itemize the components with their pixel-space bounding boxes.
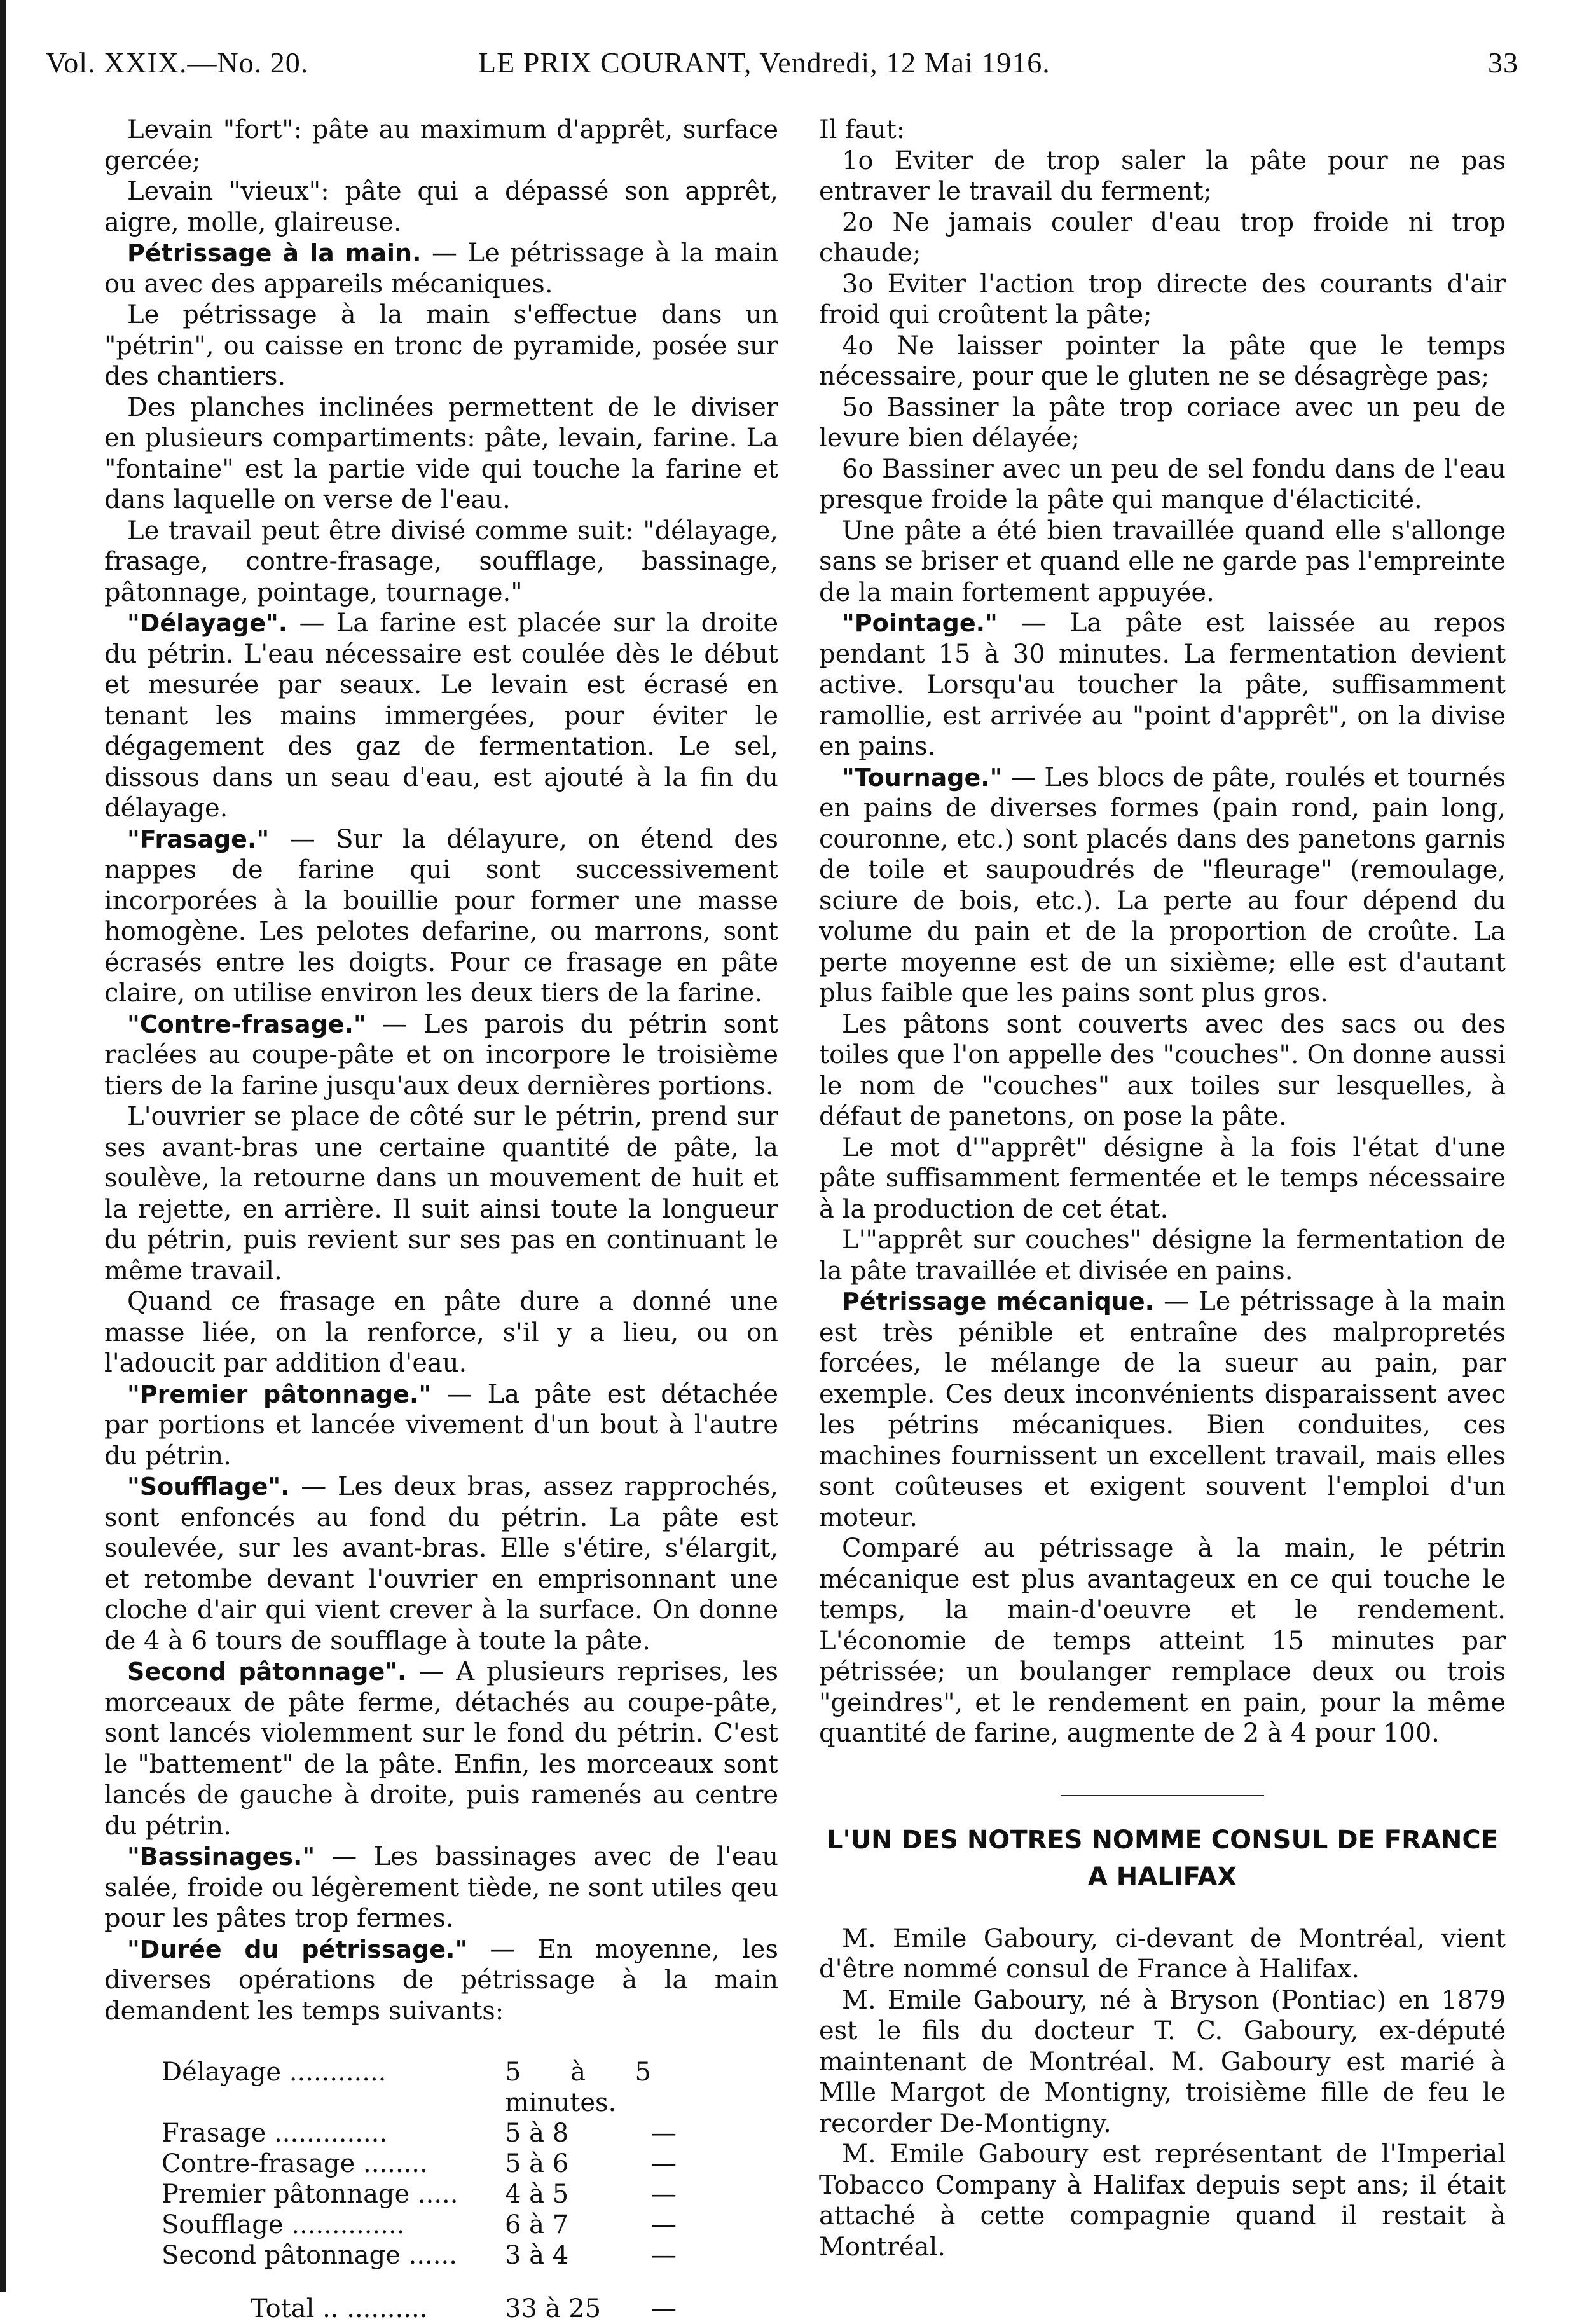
duration-value: 5 à 8 — [505, 2119, 569, 2148]
paragraph: Une pâte a été bien travaillée quand elle s'allonge sans se briser et quand elle ne garde pas l'empreinte de la main fortement appuyée. — [819, 516, 1506, 607]
duration-row — [162, 2149, 778, 2179]
paragraph-text: — La farine est placée sur la droite du pétrin. L'eau nécessaire est coulée dès le début et mesurée par seaux. Le levain est écrasé en tenant les mains immergées, pour éviter le dégagement des gaz de fermentation. Le sel, dissous dans un seau d'eau, est ajouté à la fin du délayage. — [104, 609, 778, 823]
page-number: 33 — [1488, 46, 1518, 79]
section-keyword: "Durée du pétrissage." — [127, 1935, 468, 1963]
section-keyword: Pétrissage à la main. — [127, 239, 422, 267]
paragraph — [104, 1934, 778, 2027]
section-keyword: "Contre-frasage." — [127, 1010, 366, 1038]
paragraph: Le mot d'"apprêt" désigne à la fois l'état d'une pâte suffisamment fermentée et le temps nécessaire à la production de cet état. — [819, 1132, 1506, 1224]
duration-dash: — — [651, 2149, 677, 2178]
duration-value: 3 à 4 — [505, 2241, 569, 2270]
paragraph: Il faut: — [819, 115, 905, 144]
paragraph: Comparé au pétrissage à la main, le pétrin mécanique est plus avantageux en ce qui touche le temps, la main-d'oeuvre et le rendement. L'économie de temps atteint 15 minutes par pétrissée; un boulanger remplace deux ou trois "geindres", et le rendement en pain, pour la même quantité de farine, augmente de 2 à 4 pour 100. — [819, 1534, 1506, 1748]
paragraph: Levain "fort": pâte au maximum d'apprêt, surface gercée; — [104, 115, 778, 175]
right-column — [819, 114, 1506, 2262]
left-column — [104, 114, 778, 2324]
paragraph — [104, 1009, 778, 1102]
paragraph: M. Emile Gaboury, ci-devant de Montréal, vient d'être nommé consul de France à Halifax. — [819, 1923, 1506, 1984]
duration-label: Soufflage .............. — [162, 2210, 405, 2239]
section-keyword: "Soufflage". — [127, 1473, 290, 1501]
duration-dash: — — [651, 2210, 677, 2239]
paragraph: Levain "vieux": pâte qui a dépassé son apprêt, aigre, molle, glaireuse. — [104, 177, 778, 237]
paragraph — [104, 1471, 778, 1656]
paragraph-text: — Le pétrissage à la main ou avec des appareils mécaniques. — [104, 238, 778, 299]
section-keyword: Pétrissage mécanique. — [842, 1288, 1155, 1316]
paragraph — [104, 1379, 778, 1472]
paragraph-text: — Les parois du pétrin sont raclées au coupe-pâte et on incorpore le troisième tiers de la farine jusqu'aux deux dernières portions. — [104, 1009, 778, 1101]
page-header — [46, 46, 1518, 90]
duration-row — [162, 2210, 778, 2240]
duration-total-row — [162, 2293, 778, 2324]
duration-row — [162, 2179, 778, 2210]
duration-dash: — — [651, 2180, 677, 2209]
duration-label: Premier pâtonnage ..... — [162, 2180, 458, 2209]
section-keyword: "Pointage." — [842, 609, 998, 637]
headline-line: A HALIFAX — [1087, 1862, 1237, 1892]
list-item: 2o Ne jamais couler d'eau trop froide ni trop chaude; — [819, 207, 1506, 268]
paragraph: Le travail peut être divisé comme suit: "délayage, frasage, contre-frasage, soufflage, bassinage, pâtonnage, pointage, tournage." — [104, 516, 778, 607]
total-value: 33 à 25 — [505, 2294, 602, 2323]
paragraph: L'ouvrier se place de côté sur le pétrin, prend sur ses avant-bras une certaine quantité de pâte, la soulève, la retourne dans un mouvement de huit et la rejette, en arrière. Il suit ainsi toute la longueur du pétrin, puis revient sur ses pas en continuant le même travail. — [104, 1102, 778, 1286]
volume-info: Vol. XXIX.—No. 20. — [46, 46, 309, 79]
duration-row — [162, 2240, 778, 2271]
paragraph — [104, 608, 778, 824]
list-item: 6o Bassiner avec un peu de sel fondu dans de l'eau presque froide la pâte qui manque d'élacticité. — [819, 454, 1506, 514]
paragraph — [104, 238, 778, 299]
duration-dash: — — [651, 2119, 677, 2148]
section-keyword: "Tournage." — [842, 763, 1003, 792]
paragraph-text: — Sur la délayure, on étend des nappes de farine qui sont successivement incorporées à la bouillie pour former une masse homogène. Les pelotes defarine, ou marrons, sont écrasés entre les doigts. Pour ce frasage en pâte claire, on utilise environ les deux tiers de la farine. — [104, 824, 778, 1008]
paragraph: Quand ce frasage en pâte dure a donné une masse liée, on la renforce, s'il y a lieu, ou on l'adoucit par addition d'eau. — [104, 1287, 778, 1378]
paragraph-text: — A plusieurs reprises, les morceaux de pâte ferme, détachés au coupe-pâte, sont lancés violemment sur le fond du pétrin. C'est le "battement" de la pâte. Enfin, les morceaux sont lancés de gauche à droite, puis ramenés au centre du pétrin. — [104, 1657, 778, 1841]
paragraph-text: — En moyenne, les diverses opérations de pétrissage à la main demandent les temps suivants: — [104, 1934, 778, 2026]
list-item: 3o Eviter l'action trop directe des courants d'air froid qui croûtent la pâte; — [819, 269, 1506, 329]
paragraph-text: — Les blocs de pâte, roulés et tournés en pains de diverses formes (pain rond, pain long, couronne, etc.) sont placés dans des panetons garnis de toile et saupoudrés de "fleurage" (remoulage, sciure de bois, etc.). La perte au four dépend du volume du pain et de la proportion de croûte. La perte moyenne est de un sixième; elle est d'autant plus faible que les pains sont plus gros. — [819, 762, 1506, 1008]
newspaper-title: LE PRIX COURANT, Vendredi, 12 Mai 1916. — [478, 46, 1050, 79]
total-label: Total .. .......... — [251, 2294, 428, 2323]
section-keyword: "Frasage." — [127, 825, 270, 853]
duration-value: 5 à 6 — [505, 2149, 569, 2178]
scan-edge — [0, 0, 6, 2292]
paragraph: M. Emile Gaboury est représentant de l'Imperial Tobacco Company à Halifax depuis sept ans; il était attaché à cette compagnie quand il restait à Montréal. — [819, 2140, 1506, 2262]
section-keyword: "Premier pâtonnage." — [127, 1380, 432, 1408]
section-divider — [1061, 1795, 1264, 1796]
duration-value: 5 à 5 minutes. — [505, 2058, 651, 2117]
duration-value: 6 à 7 — [505, 2210, 569, 2239]
paragraph — [819, 1286, 1506, 1533]
paragraph: Les pâtons sont couverts avec des sacs ou des toiles que l'on appelle des "couches". On donne aussi le nom de "couches" aux toiles sur lesquelles, à défaut de panetons, on pose la pâte. — [819, 1009, 1506, 1131]
paragraph-text: — Les bassinages avec de l'eau salée, froide ou légèrement tiède, ne sont utiles qeu pour les pâtes trop fermes. — [104, 1842, 778, 1933]
list-item: 4o Ne laisser pointer la pâte que le temps nécessaire, pour que le gluten ne se désagrège pas; — [819, 331, 1506, 391]
paragraph-text: — La pâte est détachée par portions et lancée vivement d'un bout à l'autre du pétrin. — [104, 1379, 778, 1471]
section-keyword: "Bassinages." — [127, 1843, 315, 1871]
paragraph-text: — Le pétrissage à la main est très pénible et entraîne des malpropretés forcées, le mélange de la sueur au pain, par exemple. Ces deux inconvénients disparaissent avec les pétrins mécaniques. Bien conduites, ces machines fournissent un excellent travail, mais elles sont coûteuses et exigent souvent l'emploi d'un moteur. — [819, 1287, 1506, 1532]
total-dash: — — [651, 2294, 677, 2323]
list-item: 5o Bassiner la pâte trop coriace avec un peu de levure bien délayée; — [819, 392, 1506, 453]
duration-label: Frasage .............. — [162, 2119, 388, 2148]
duration-label: Délayage ............ — [162, 2058, 387, 2087]
list-item: 1o Eviter de trop saler la pâte pour ne pas entraver le travail du ferment; — [819, 146, 1506, 206]
section-keyword: Second pâtonnage". — [127, 1658, 407, 1686]
paragraph — [104, 1656, 778, 1841]
paragraph: M. Emile Gaboury, né à Bryson (Pontiac) en 1879 est le fils du docteur T. C. Gaboury, ex-député maintenant de Montréal. M. Gaboury est marié à Mlle Margot de Montigny, troisième fille de feu le recorder De-Montigny. — [819, 1985, 1506, 2138]
paragraph-text: — La pâte est laissée au repos pendant 15 à 30 minutes. La fermentation devient active. Lorsqu'au toucher la pâte, suffisamment ramollie, est arrivée au "point d'apprêt", on la divise en pains. — [819, 609, 1506, 761]
paragraph — [104, 1841, 778, 1934]
article-headline — [819, 1822, 1506, 1895]
paragraph — [819, 762, 1506, 1009]
paragraph: Le pétrissage à la main s'effectue dans un "pétrin", ou caisse en tronc de pyramide, posée sur des chantiers. — [104, 300, 778, 391]
duration-value: 4 à 5 — [505, 2180, 569, 2209]
paragraph — [104, 824, 778, 1009]
duration-row — [162, 2057, 778, 2118]
duration-row — [162, 2118, 778, 2149]
duration-label: Contre-frasage ........ — [162, 2149, 428, 2178]
section-keyword: "Délayage". — [127, 609, 288, 637]
durations-table — [162, 2057, 778, 2324]
duration-label: Second pâtonnage ...... — [162, 2241, 457, 2270]
duration-dash — [651, 2057, 689, 2118]
paragraph-text: — Les deux bras, assez rapprochés, sont enfoncés au fond du pétrin. La pâte est soulevée, sur les avant-bras. Elle s'étire, s'élargit, et retombe devant l'ouvrier en emprisonnant une cloche d'air qui vient crever à la surface. On donne de 4 à 6 tours de soufflage à toute la pâte. — [104, 1472, 778, 1656]
paragraph: L'"apprêt sur couches" désigne la fermentation de la pâte travaillée et divisée en pains. — [819, 1225, 1506, 1286]
paragraph: Des planches inclinées permettent de le diviser en plusieurs compartiments: pâte, levain, farine. La "fontaine" est la partie vide qui touche la farine et dans laquelle on verse de l'eau. — [104, 392, 778, 514]
headline-line: L'UN DES NOTRES NOMME CONSUL DE FRANCE — [826, 1825, 1499, 1855]
duration-dash: — — [651, 2241, 677, 2270]
paragraph — [819, 608, 1506, 762]
